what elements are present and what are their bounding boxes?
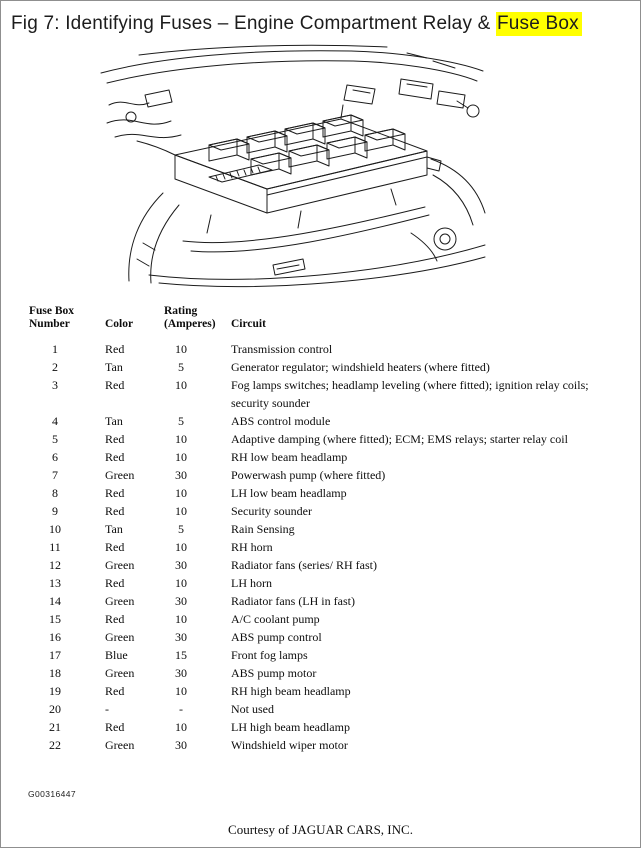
table-row: [1, 520, 640, 538]
fuse-rating-cell: 10: [175, 432, 187, 446]
fuse-circuit-cell: ABS pump motor: [231, 666, 317, 680]
fuse-rating-cell: 10: [175, 576, 187, 590]
fuse-rating-cell: 10: [175, 486, 187, 500]
fuse-number-cell: 15: [49, 612, 61, 626]
fuse-circuit-cell: LH horn: [231, 576, 272, 590]
figure-title: [11, 13, 640, 35]
table-row: [1, 556, 640, 574]
fuse-color-cell: Red: [105, 342, 125, 356]
table-row: [1, 700, 640, 718]
fuse-number-cell: 5: [52, 432, 58, 446]
header-circuit: Circuit: [231, 317, 266, 330]
table-row: [1, 448, 640, 466]
figure-title-highlight: Fuse Box: [496, 12, 582, 36]
fuse-rating-cell: 10: [175, 720, 187, 734]
fuse-number-cell: 7: [52, 468, 58, 482]
fuse-number-cell: 1: [52, 342, 58, 356]
fuse-color-cell: Tan: [105, 414, 123, 428]
fuse-number-cell: 22: [49, 738, 61, 752]
fuse-color-cell: Red: [105, 612, 125, 626]
fuse-color-cell: -: [105, 702, 109, 716]
fuse-rating-cell: 5: [178, 414, 184, 428]
table-row: [1, 376, 640, 412]
fuse-number-cell: 14: [49, 594, 61, 608]
fuse-number-cell: 9: [52, 504, 58, 518]
fuse-circuit-cell: Security sounder: [231, 504, 312, 518]
fuse-circuit-cell: LH low beam headlamp: [231, 486, 347, 500]
table-row: [1, 628, 640, 646]
fuse-color-cell: Green: [105, 738, 135, 752]
fuse-color-cell: Tan: [105, 360, 123, 374]
table-row: [1, 736, 640, 754]
fuse-color-cell: Red: [105, 720, 125, 734]
fuse-rating-cell: 10: [175, 540, 187, 554]
courtesy-line: Courtesy of JAGUAR CARS, INC.: [228, 822, 413, 837]
header-fuse-box-number: Fuse Box Number: [29, 305, 75, 330]
table-row: [1, 646, 640, 664]
fuse-circuit-cell: A/C coolant pump: [231, 612, 320, 626]
fuse-table-body: [1, 340, 640, 754]
fuse-color-cell: Red: [105, 684, 125, 698]
fuse-box-illustration: [91, 43, 491, 293]
table-row: [1, 430, 640, 448]
fuse-number-cell: 2: [52, 360, 58, 374]
fuse-rating-cell: 5: [178, 522, 184, 536]
fuse-color-cell: Red: [105, 486, 125, 500]
fuse-number-cell: 18: [49, 666, 61, 680]
fuse-circuit-cell: Rain Sensing: [231, 522, 295, 536]
fuse-color-cell: Red: [105, 576, 125, 590]
fuse-number-cell: 12: [49, 558, 61, 572]
fuse-number-cell: 16: [49, 630, 61, 644]
fuse-rating-cell: 10: [175, 504, 187, 518]
table-row: [1, 574, 640, 592]
fuse-rating-cell: 10: [175, 684, 187, 698]
table-row: [1, 610, 640, 628]
figure-id: G00316447: [28, 789, 77, 799]
engine-compartment-drawing: [91, 43, 491, 293]
table-row: [1, 484, 640, 502]
table-row: [1, 718, 640, 736]
fuse-number-cell: 13: [49, 576, 61, 590]
table-row: [1, 538, 640, 556]
fuse-circuit-cell: Generator regulator; windshield heaters (where fitted): [231, 360, 490, 374]
fuse-color-cell: Red: [105, 504, 125, 518]
fuse-circuit-cell: RH high beam headlamp: [231, 684, 351, 698]
fuse-number-cell: 21: [49, 720, 61, 734]
figure-title-text: Fig 7: Identifying Fuses – Engine Compartment Relay &: [11, 13, 496, 34]
fuse-number-cell: 6: [52, 450, 58, 464]
fuse-circuit-cell: LH high beam headlamp: [231, 720, 350, 734]
fuse-color-cell: Green: [105, 630, 135, 644]
table-row: [1, 682, 640, 700]
fuse-color-cell: Blue: [105, 648, 128, 662]
fuse-rating-cell: 5: [178, 360, 184, 374]
fuse-circuit-cell: Radiator fans (series/ RH fast): [231, 558, 377, 572]
fuse-circuit-cell: ABS control module: [231, 414, 331, 428]
fuse-circuit-cell: RH low beam headlamp: [231, 450, 348, 464]
fuse-rating-cell: 10: [175, 450, 187, 464]
fuse-number-cell: 19: [49, 684, 61, 698]
fuse-rating-cell: 30: [175, 468, 187, 482]
fuse-number-cell: 20: [49, 702, 61, 716]
fuse-number-cell: 4: [52, 414, 58, 428]
table-row: [1, 412, 640, 430]
fuse-color-cell: Green: [105, 468, 135, 482]
fuse-color-cell: Tan: [105, 522, 123, 536]
fuse-table-header: [1, 305, 640, 330]
fuse-color-cell: Green: [105, 558, 135, 572]
fuse-number-cell: 3: [52, 378, 58, 392]
fuse-circuit-cell: Transmission control: [231, 342, 333, 356]
table-row: [1, 358, 640, 376]
header-rating: Rating (Amperes): [164, 305, 216, 330]
fuse-rating-cell: 30: [175, 594, 187, 608]
fuse-color-cell: Red: [105, 378, 125, 392]
fuse-color-cell: Red: [105, 432, 125, 446]
fuse-color-cell: Red: [105, 540, 125, 554]
fuse-circuit-cell: Front fog lamps: [231, 648, 308, 662]
fuse-circuit-cell: Fog lamps switches; headlamp leveling (where fitted); ignition relay coils; security sounder: [231, 378, 589, 410]
fuse-color-cell: Green: [105, 594, 135, 608]
table-row: [1, 340, 640, 358]
fuse-number-cell: 8: [52, 486, 58, 500]
table-row: [1, 502, 640, 520]
fuse-circuit-cell: Not used: [231, 702, 274, 716]
fuse-circuit-cell: Radiator fans (LH in fast): [231, 594, 355, 608]
fuse-circuit-cell: Windshield wiper motor: [231, 738, 348, 752]
fuse-circuit-cell: Powerwash pump (where fitted): [231, 468, 386, 482]
fuse-number-cell: 10: [49, 522, 61, 536]
fuse-circuit-cell: RH horn: [231, 540, 273, 554]
fuse-rating-cell: 30: [175, 558, 187, 572]
fuse-circuit-cell: ABS pump control: [231, 630, 322, 644]
table-row: [1, 592, 640, 610]
table-row: [1, 664, 640, 682]
fuse-rating-cell: -: [179, 702, 183, 716]
header-color: Color: [105, 317, 134, 330]
fuse-rating-cell: 10: [175, 342, 187, 356]
table-row: [1, 466, 640, 484]
fuse-rating-cell: 30: [175, 738, 187, 752]
fuse-color-cell: Green: [105, 666, 135, 680]
fuse-rating-cell: 15: [175, 648, 187, 662]
fuse-rating-cell: 10: [175, 378, 187, 392]
fuse-rating-cell: 30: [175, 630, 187, 644]
fuse-number-cell: 11: [49, 540, 61, 554]
fuse-rating-cell: 30: [175, 666, 187, 680]
fuse-circuit-cell: Adaptive damping (where fitted); ECM; EMS relays; starter relay coil: [231, 432, 568, 446]
fuse-rating-cell: 10: [175, 612, 187, 626]
fuse-number-cell: 17: [49, 648, 61, 662]
fuse-color-cell: Red: [105, 450, 125, 464]
